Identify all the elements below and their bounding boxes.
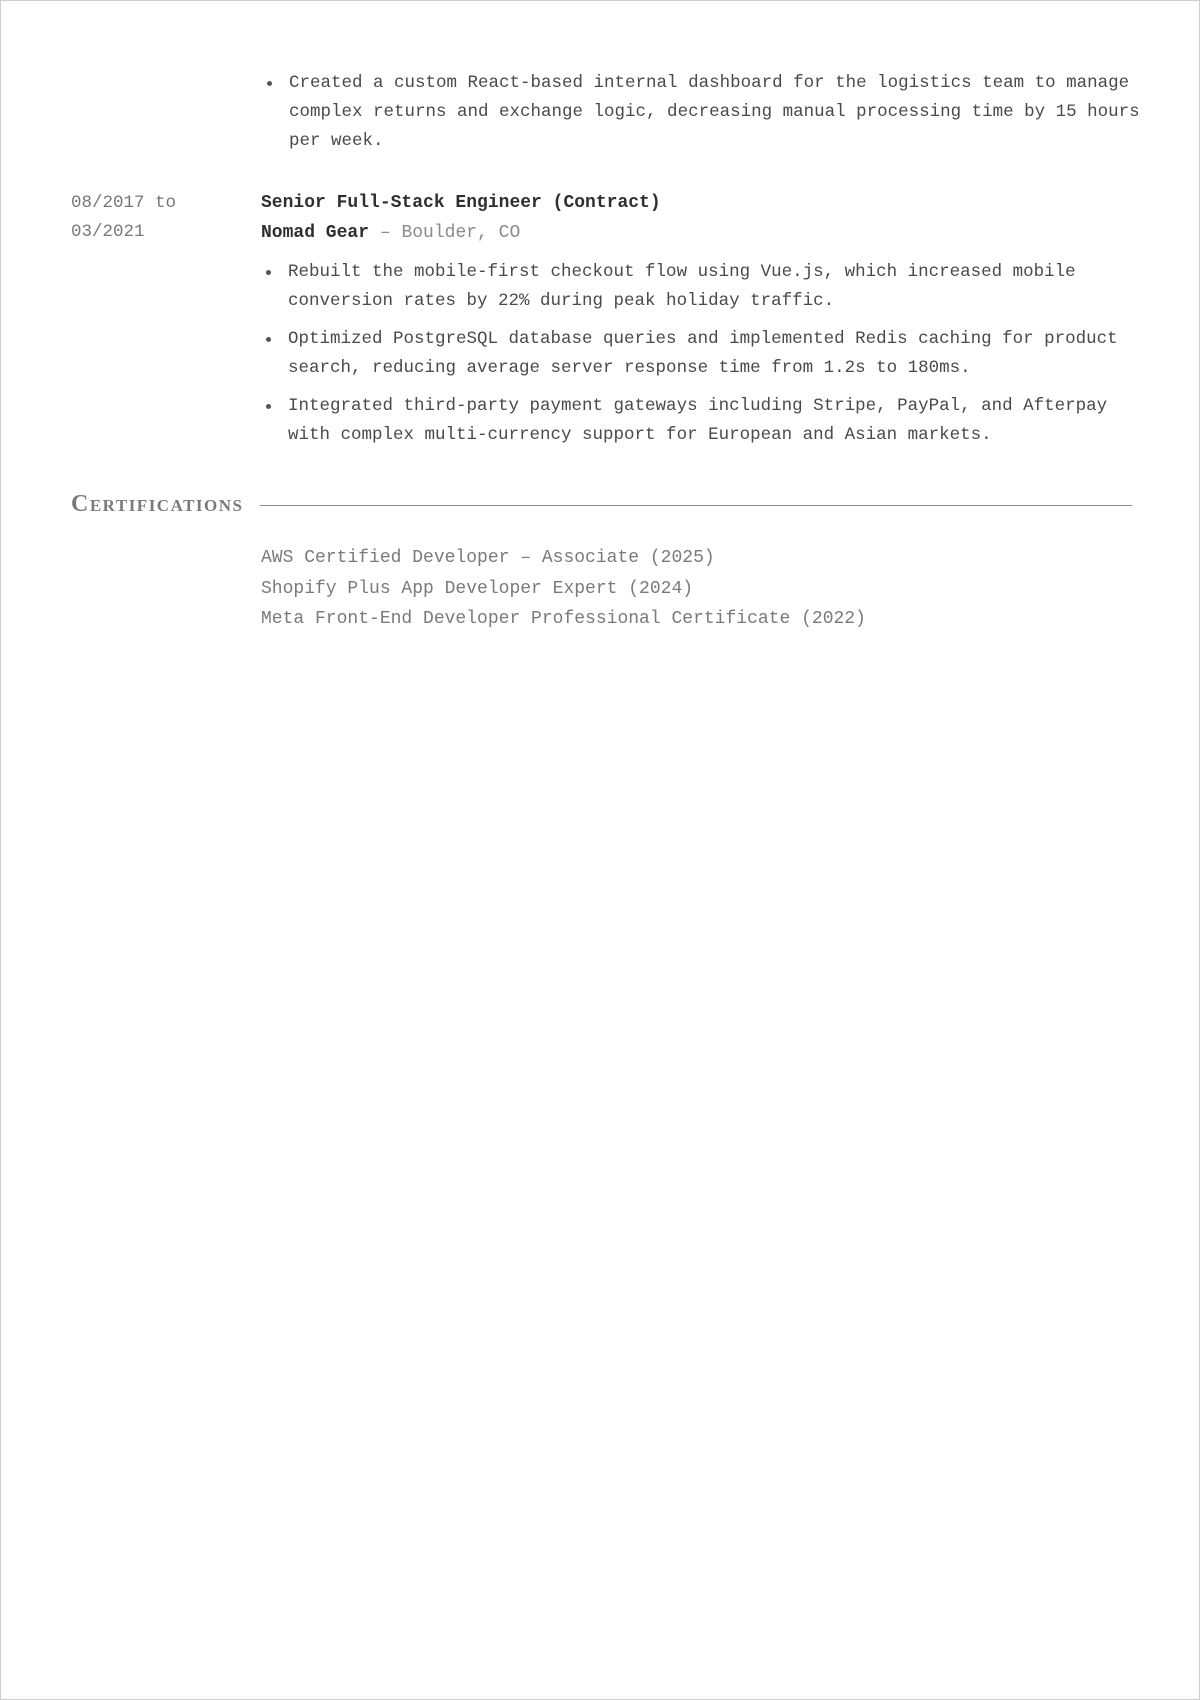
bullet-item [262,69,1142,156]
bullet-dot-icon [266,404,271,409]
bullet-item [261,258,1141,316]
bullet-item [261,325,1141,383]
certifications-list [261,543,1141,635]
section-title-certifications: Certifications [71,490,244,517]
bullet-dot-icon [266,270,271,275]
certification-item: AWS Certified Developer – Associate (2025) [261,548,715,568]
bullet-text: Rebuilt the mobile-first checkout flow using Vue.js, which increased mobile conversion rates by 22% during peak holiday traffic. [288,262,1076,311]
job-location-separator: – [369,223,402,243]
certification-item: Shopify Plus App Developer Expert (2024) [261,578,694,599]
bullet-text: Optimized PostgreSQL database queries and implemented Redis caching for product search, reducing average server response time from 1.2s to 180ms. [288,329,1118,378]
section-divider [260,505,1132,506]
bullet-dot-icon [267,81,272,86]
job-date-end: 03/2021 [71,222,145,242]
certifications-section-header [71,489,1132,519]
bullet-item [261,392,1141,450]
job-dates [71,189,221,247]
previous-job-bullets [262,69,1142,165]
job-location: Boulder, CO [401,223,521,243]
bullet-text: Created a custom React-based internal dashboard for the logistics team to manage complex returns and exchange logic, decreasing manual processing time by 15 hours per week. [289,73,1140,151]
job-date-start: 08/2017 to [71,193,177,213]
bullet-dot-icon [266,337,271,342]
job-company-line [261,218,1141,248]
job-company: Nomad Gear [261,223,370,243]
bullet-text: Integrated third-party payment gateways including Stripe, PayPal, and Afterpay with complex multi-currency support for European and Asian markets. [288,396,1108,445]
job-details [261,189,1141,459]
job-title: Senior Full-Stack Engineer (Contract) [261,193,661,213]
job-bullets [261,258,1141,450]
certification-item: Meta Front-End Developer Professional Certificate (2022) [261,609,866,629]
